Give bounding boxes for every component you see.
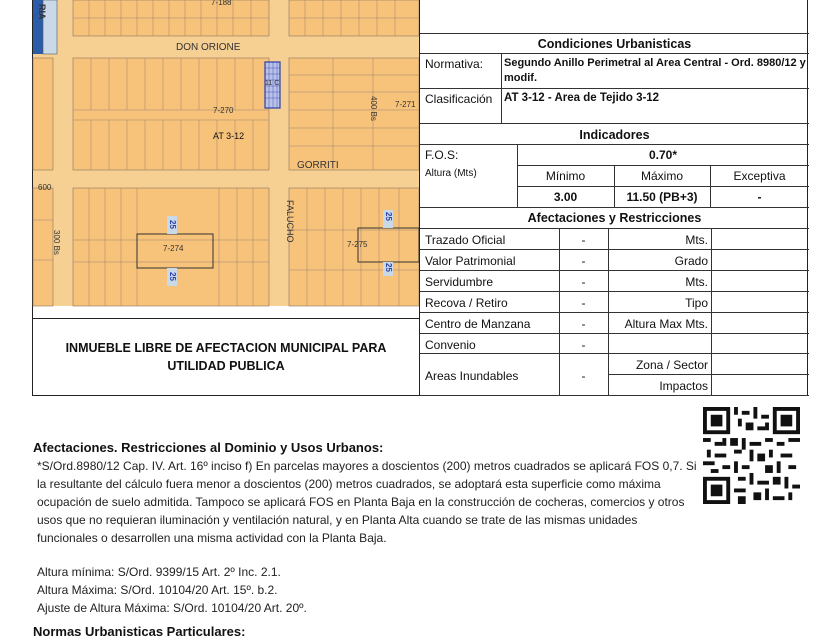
row-unit: Grado [674, 254, 708, 268]
normativa-value-line2: modif. [504, 72, 537, 84]
map-label-300: 300 Bs [52, 230, 61, 255]
row-label: Recova / Retiro [425, 296, 508, 310]
map-label-7-271: 7-271 [395, 100, 416, 109]
height-ref-adjust: Ajuste de Altura Máxima: S/Ord. 10104/20 Art. 20º. [37, 601, 307, 615]
free-of-affectation-notice [33, 318, 419, 395]
map-label-7-188: 7-188 [211, 0, 232, 7]
row-unit: Tipo [685, 296, 708, 310]
map-label-gorriti: GORRITI [297, 160, 339, 171]
map-label-7-274: 7-274 [163, 244, 184, 253]
map-label-25-c: 25 [384, 212, 393, 221]
row-label: Trazado Oficial [425, 233, 506, 247]
map-label-don-orione: DON ORIONE [176, 42, 241, 53]
row-unit: Mts. [685, 233, 708, 247]
fos-value: 0.70* [648, 148, 678, 162]
clasificacion-label: Clasificación [425, 92, 493, 106]
row-unit: Mts. [685, 275, 708, 289]
row-value: - [581, 317, 586, 331]
clasificacion-value: AT 3-12 - Area de Tejido 3-12 [504, 92, 660, 104]
altura-exc-value: - [757, 190, 762, 204]
height-ref-min: Altura mínima: S/Ord. 9399/15 Art. 2º Inc. 2.1. [37, 565, 281, 579]
map-label-25-d: 25 [384, 263, 393, 272]
map-label-7-275: 7-275 [347, 240, 368, 249]
map-label-falucho: FALUCHO [285, 200, 295, 243]
row-label: Valor Patrimonial [425, 254, 516, 268]
impactos-label: Impactos [659, 379, 708, 393]
map-label-7-270: 7-270 [213, 106, 234, 115]
fos-label: F.O.S: [425, 148, 459, 162]
map-label-25-a: 25 [168, 220, 177, 229]
map-label-25-b: 25 [168, 272, 177, 281]
altura-max-label: Máximo [640, 169, 683, 183]
indicators-title: Indicadores [579, 128, 650, 142]
qr-code-icon [703, 407, 800, 504]
row-label: Centro de Manzana [425, 317, 531, 331]
altura-min-value: 3.00 [553, 190, 578, 204]
map-label-600: 600 [38, 183, 52, 192]
map-label-lot-11: 11 C [265, 80, 280, 87]
map-label-400: 400 Bs [369, 96, 378, 121]
row-unit: Altura Max Mts. [624, 317, 708, 331]
normativa-label: Normativa: [425, 57, 484, 71]
altura-max-value: 11.50 (PB+3) [626, 190, 698, 204]
particular-norms-title: Normas Urbanisticas Particulares: [33, 624, 246, 639]
map-label-at-3-12: AT 3-12 [213, 131, 245, 141]
afectaciones-title: Afectaciones y Restricciones [527, 211, 702, 225]
areas-inundables-label: Areas Inundables [425, 369, 519, 383]
row-value: - [581, 233, 586, 247]
normativa-value-line1: Segundo Anillo Perimetral al Area Central - Ord. 8980/12 y [504, 57, 806, 69]
altura-label: Altura (Mts) [425, 168, 477, 179]
conditions-title: Condiciones Urbanisticas [537, 37, 692, 51]
row-label: Servidumbre [425, 275, 494, 289]
areas-inundables-value: - [581, 369, 586, 383]
restrictions-paragraph: *S/Ord.8980/12 Cap. IV. Art. 16º inciso f) En parcelas mayores a doscientos (200) metros cuadrados se aplicará FOS 0,7. Si la resultante del cálculo fuera menor a doscientos (200) metros cuadrados, se adoptará esta superficie como máxima ocupación de suelo admitida. Tampoco se aplicará FOS en Planta Baja en la construcción de cocheras, comercios y otros usos que no requieran iluminación y ventilación natural, y en Planta Alta cuando se trate de las mismas unidades funcionales o desarrollen una misma actividad con la Planta Baja. [37, 459, 697, 545]
restrictions-title: Afectaciones. Restricciones al Dominio y Usos Urbanos: [33, 440, 384, 455]
row-value: - [581, 296, 586, 310]
free-notice-text: INMUEBLE LIBRE DE AFECTACION MUNICIPAL PARA UTILIDAD PUBLICA [65, 341, 387, 373]
map-label-ria: RIA [37, 4, 47, 20]
height-ref-max: Altura Máxima: S/Ord. 10104/20 Art. 15º. b.2. [37, 583, 278, 597]
urban-conditions-panel [419, 0, 808, 396]
row-label: Convenio [425, 338, 476, 352]
altura-min-label: Mínimo [545, 169, 586, 183]
altura-exc-label: Exceptiva [733, 169, 786, 183]
row-value: - [581, 275, 586, 289]
row-value: - [581, 338, 586, 352]
row-value: - [581, 254, 586, 268]
zona-sector-label: Zona / Sector [635, 358, 708, 372]
cadastral-map [33, 0, 419, 306]
